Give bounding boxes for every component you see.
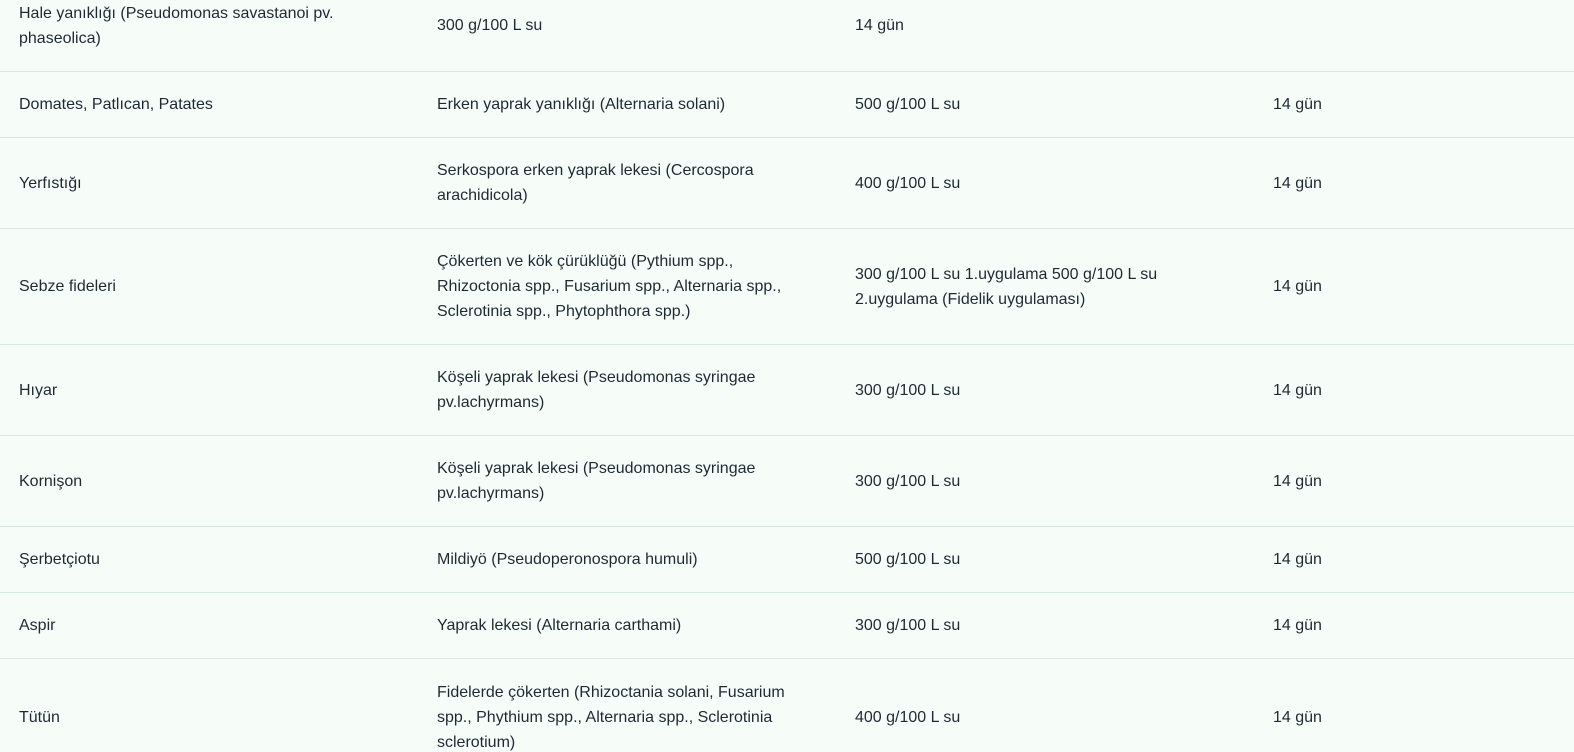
dose-cell: 300 g/100 L su [855,617,961,634]
pre-harvest-interval-cell: 14 gün [1273,381,1322,399]
disease-cell: Erken yaprak yanıklığı (Alternaria solani) [437,96,726,113]
dose-cell: 300 g/100 L su [437,17,543,34]
pre-harvest-interval-cell: 14 gün [1273,617,1322,634]
crop-cell: Domates, Patlıcan, Patates [19,96,213,113]
disease-cell: Mildiyö (Pseudoperonospora humuli) [437,551,698,568]
table-row [0,593,1574,659]
disease-cell: Serkospora erken yaprak lekesi (Cercospora arachidicola) [437,162,754,204]
dose-cell: 300 g/100 L su [855,381,961,399]
pre-harvest-interval-cell: 14 gün [1273,96,1322,113]
table-row [0,72,1574,138]
crop-cell: Aspir [19,617,56,634]
crop-cell: Şerbetçiotu [19,551,100,568]
table-row [0,527,1574,593]
pre-harvest-interval-cell: 14 gün [855,17,904,34]
disease-cell: Hale yanıklığı (Pseudomonas savastanoi pv. phaseolica) [19,5,334,47]
crop-cell: Yerfıstığı [19,174,82,192]
crop-cell: Tütün [19,708,60,726]
dose-cell: 500 g/100 L su [855,96,961,113]
dose-cell: 500 g/100 L su [855,551,961,568]
disease-cell: Köşeli yaprak lekesi (Pseudomonas syringae pv.lachyrmans) [437,369,756,411]
table-row [0,138,1574,229]
pre-harvest-interval-cell: 14 gün [1273,472,1322,490]
disease-cell: Fidelerde çökerten (Rhizoctania solani, Fusarium spp., Phythium spp., Alternaria spp., Sclerotinia sclerotium) [437,683,785,751]
dose-cell: 300 g/100 L su 1.uygulama 500 g/100 L su 2.uygulama (Fidelik uygulaması) [855,265,1158,308]
table-row [0,345,1574,436]
table-row [0,659,1574,752]
disease-cell: Köşeli yaprak lekesi (Pseudomonas syringae pv.lachyrmans) [437,460,756,502]
crop-cell: Sebze fideleri [19,278,116,295]
disease-cell: Yaprak lekesi (Alternaria carthami) [437,617,682,634]
pre-harvest-interval-cell: 14 gün [1273,551,1322,568]
dose-cell: 400 g/100 L su [855,174,961,192]
pre-harvest-interval-cell: 14 gün [1273,174,1322,192]
crop-cell: Hıyar [19,381,58,399]
disease-cell: Çökerten ve kök çürüklüğü (Pythium spp., Rhizoctonia spp., Fusarium spp., Alternaria spp., Sclerotinia spp., Phytophthora spp.) [437,253,782,320]
table-row [0,0,1574,72]
dose-cell: 400 g/100 L su [855,708,961,726]
table-row [0,436,1574,527]
pre-harvest-interval-cell: 14 gün [1273,708,1322,726]
table-row [0,229,1574,345]
dose-cell: 300 g/100 L su [855,472,961,490]
pre-harvest-interval-cell: 14 gün [1273,278,1322,295]
crop-cell: Kornişon [19,472,83,490]
empty-cell [1254,0,1574,1]
